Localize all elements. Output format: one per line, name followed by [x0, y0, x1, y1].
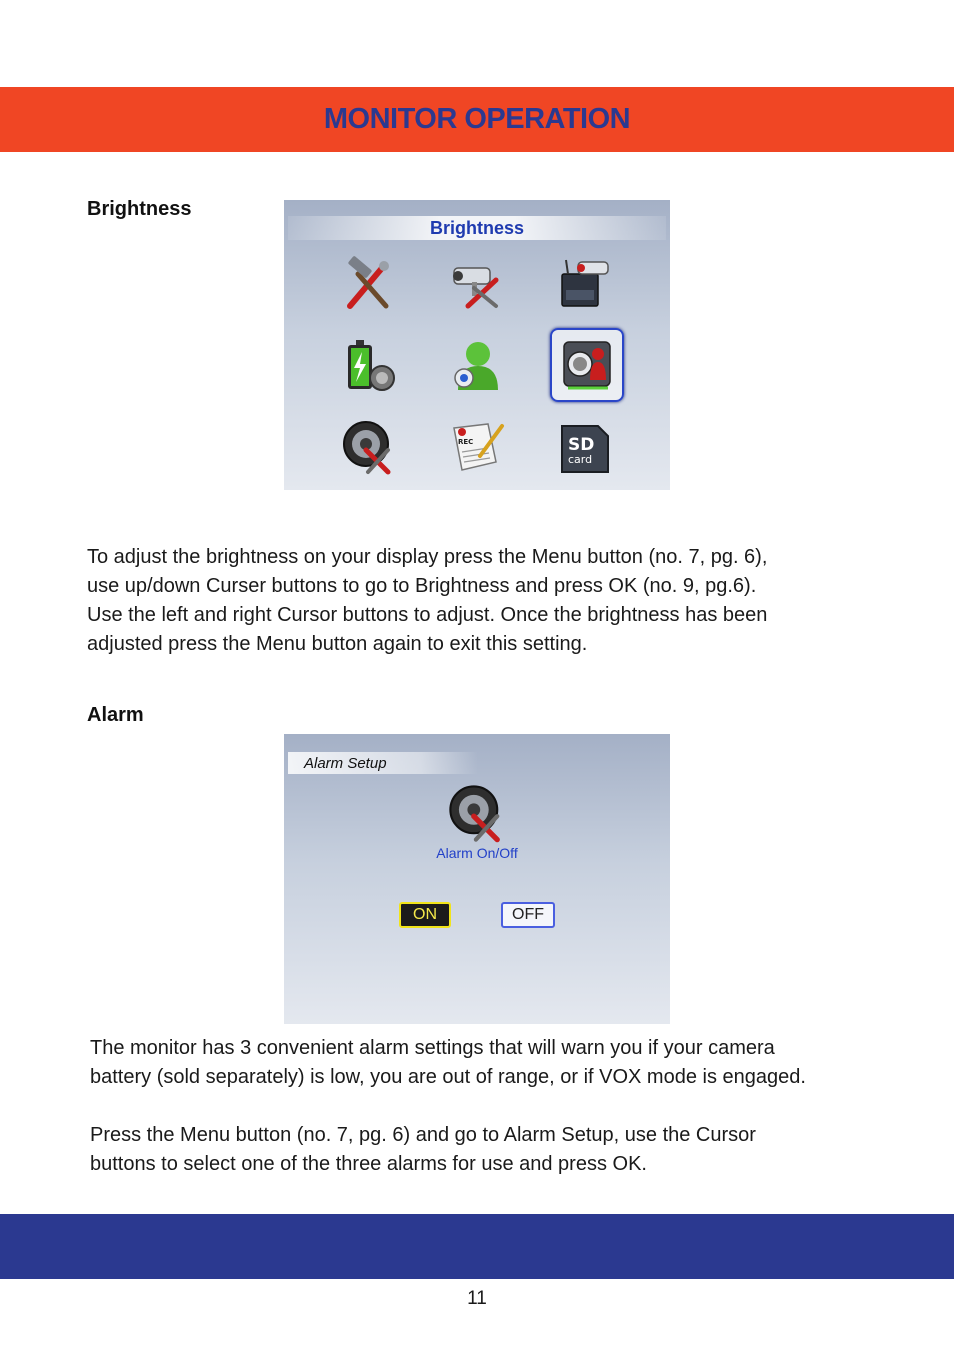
- tools-icon[interactable]: [334, 250, 404, 320]
- rec-text: REC: [458, 438, 474, 446]
- menu-icon-grid: [284, 248, 670, 484]
- alarm-heading: Alarm: [87, 704, 144, 726]
- sd-card-icon[interactable]: [550, 412, 620, 482]
- text-line: battery (sold separately) is low, you are out of range, or if VOX mode is engaged.: [90, 1066, 806, 1088]
- alarm-title-bar: [288, 752, 478, 774]
- text-line: buttons to select one of the three alarms for use and press OK.: [90, 1153, 647, 1175]
- text-line: The monitor has 3 convenient alarm settings that will warn you if your camera: [90, 1037, 775, 1059]
- alarm-off-button[interactable]: OFF: [501, 902, 555, 928]
- alarm-paragraph-2: [90, 1121, 756, 1179]
- camera-monitor-icon[interactable]: [550, 250, 620, 320]
- alarm-setup-title: Alarm Setup: [304, 754, 387, 772]
- sd-sub-text: card: [568, 453, 593, 466]
- alarm-speaker-icon[interactable]: [334, 412, 404, 482]
- alarm-speaker-icon: [444, 780, 510, 846]
- screen-title: Brightness: [429, 217, 525, 238]
- text-line: Press the Menu button (no. 7, pg. 6) and go to Alarm Setup, use the Cursor: [90, 1124, 756, 1146]
- brightness-heading: Brightness: [87, 198, 192, 220]
- brightness-screenshot: [284, 200, 670, 490]
- user-webcam-icon[interactable]: [442, 330, 512, 400]
- page-title: MONITOR OPERATION: [323, 103, 631, 135]
- alarm-screenshot: [284, 734, 670, 1024]
- sd-text: SD: [568, 435, 595, 455]
- page-number: 11: [467, 1288, 487, 1309]
- battery-icon[interactable]: [334, 330, 404, 400]
- alarm-on-button[interactable]: ON: [399, 902, 451, 928]
- text-line: To adjust the brightness on your display press the Menu button (no. 7, pg. 6),: [87, 546, 768, 568]
- alarm-on-off-caption: Alarm On/Off: [436, 845, 518, 861]
- brightness-icon[interactable]: [550, 328, 624, 402]
- alarm-paragraph-1: [90, 1034, 806, 1092]
- record-document-icon[interactable]: [442, 412, 512, 482]
- text-line: adjusted press the Menu button again to exit this setting.: [87, 633, 588, 655]
- brightness-paragraph: [87, 543, 767, 659]
- screen-title-bar: [288, 216, 666, 240]
- text-line: Use the left and right Cursor buttons to adjust. Once the brightness has been: [87, 604, 768, 626]
- header-bar: [0, 87, 954, 152]
- footer-bar: [0, 1214, 954, 1279]
- camera-tools-icon[interactable]: [442, 250, 512, 320]
- text-line: use up/down Curser buttons to go to Brightness and press OK (no. 9, pg.6).: [87, 575, 757, 597]
